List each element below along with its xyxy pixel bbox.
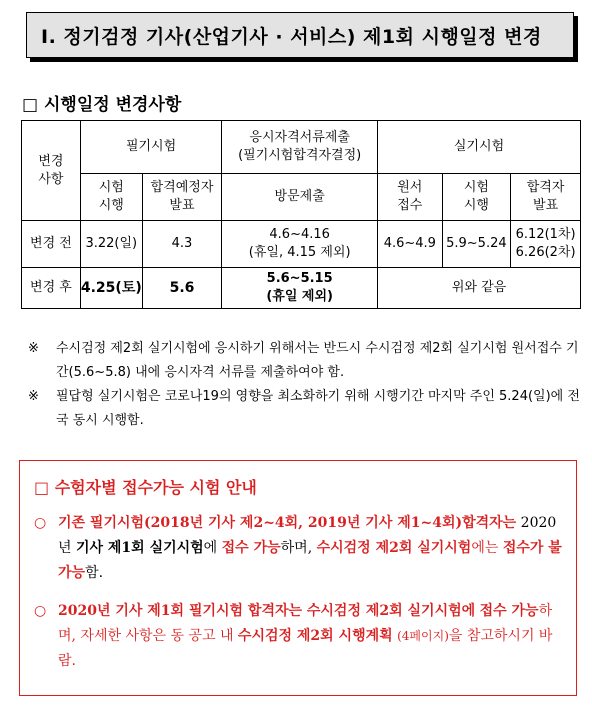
note-mark: ※ — [28, 389, 39, 404]
notes-block — [28, 337, 584, 433]
subheader-practical-pass: 합격자 발표 — [511, 174, 581, 221]
note-mark: ※ — [28, 341, 39, 356]
bullet-circle: ○ — [34, 603, 47, 619]
section-marker: □ — [22, 95, 39, 115]
text-segment: 에는 — [471, 540, 499, 556]
subheader-pass-notice: 합격예정자 발표 — [142, 174, 221, 221]
table-subheader-row — [22, 174, 581, 221]
header-document: 응시자격서류제출 (필기시험합격자결정) — [222, 121, 378, 174]
corner-header: 변경 사항 — [22, 121, 81, 221]
note-text: 필답형 실기시험은 코로나19의 영향을 최소화하기 위해 시행기간 마지막 주인 5.24(일)에 전국 동시 시행함. — [56, 389, 580, 428]
text-segment: 에 — [203, 540, 218, 556]
schedule-table — [21, 120, 581, 309]
text-segment: 수시검정 제2회 시행계획 — [237, 628, 393, 644]
text-segment: 2020년 — [58, 515, 557, 556]
guide-marker: □ — [34, 478, 50, 497]
subheader-exam: 시험 시행 — [80, 174, 142, 221]
text-segment: 2020년 기사 제1회 필기시험 합격자는 수시검정 제2회 실기시험에 — [58, 603, 476, 619]
guide-item-text — [58, 599, 564, 674]
text-segment: 접수가 불가능 — [58, 540, 562, 581]
row-label: 변경 후 — [22, 268, 81, 309]
text-segment: 을 참고하시기 바람. — [58, 628, 553, 669]
guide-title: 수험자별 접수가능 시험 안내 — [54, 478, 257, 497]
cell-visit: 5.6~5.15 (휴일 제외) — [222, 268, 378, 309]
table-row — [22, 221, 581, 268]
note-item — [28, 385, 584, 433]
section-label: 시행일정 변경사항 — [43, 95, 182, 115]
cell-same-as-above: 위와 같음 — [378, 268, 581, 309]
page-title-box — [26, 12, 574, 58]
cell-practical-exam: 5.9~5.24 — [442, 221, 511, 268]
row-label: 변경 전 — [22, 221, 81, 268]
note-text: 수시검정 제2회 실기시험에 응시하기 위해서는 반드시 수시검정 제2회 실기시험 원서접수 기간(5.6~5.8) 내에 응시자격 서류를 제출하여야 함. — [56, 341, 579, 380]
cell-pass-notice: 5.6 — [142, 268, 221, 309]
cell-practical-pass: 6.12(1차) 6.26(2차) — [511, 221, 581, 268]
subheader-application: 원서 접수 — [378, 174, 442, 221]
cell-exam: 4.25(토) — [80, 268, 142, 309]
section-heading — [22, 90, 181, 115]
cell-application: 4.6~4.9 — [378, 221, 442, 268]
subheader-practical-exam: 시험 시행 — [442, 174, 511, 221]
text-segment: 함. — [85, 565, 104, 581]
guide-item-text — [58, 511, 564, 586]
text-segment: 기존 필기시험(2018년 기사 제2~4회, 2019년 기사 제1~4회)합격자는 — [58, 515, 517, 531]
page-title: Ⅰ. 정기검정 기사(산업기사 · 서비스) 제1회 시행일정 변경 — [41, 25, 542, 48]
subheader-visit: 방문제출 — [222, 174, 378, 221]
table-row — [22, 268, 581, 309]
guide-item-1 — [34, 511, 564, 586]
note-item — [28, 337, 584, 385]
table-header-row — [22, 121, 581, 174]
text-segment: 하며, — [280, 540, 313, 556]
guide-heading — [34, 475, 257, 498]
bullet-circle: ○ — [34, 515, 47, 531]
text-segment: (4페이지) — [397, 629, 449, 643]
text-segment: 하며, 자세한 사항은 동 공고 내 — [58, 603, 553, 644]
guide-item-2 — [34, 599, 564, 674]
guide-box — [19, 460, 577, 696]
cell-visit: 4.6~4.16 (휴일, 4.15 제외) — [222, 221, 378, 268]
header-practical: 실기시험 — [378, 121, 581, 174]
cell-pass-notice: 4.3 — [142, 221, 221, 268]
text-segment: 수시검정 제2회 실기시험 — [316, 540, 472, 556]
text-segment: 접수 가능 — [221, 540, 281, 556]
header-written: 필기시험 — [80, 121, 221, 174]
cell-exam: 3.22(일) — [80, 221, 142, 268]
text-segment: 기사 제1회 실기시험 — [75, 540, 204, 556]
text-segment: 접수 가능 — [479, 603, 539, 619]
